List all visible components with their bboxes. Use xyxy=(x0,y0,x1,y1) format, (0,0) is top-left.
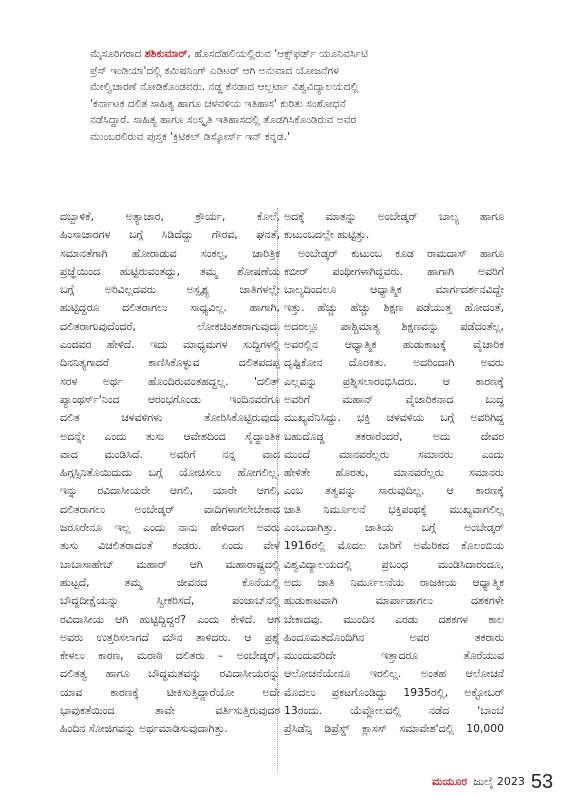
text-line: ಜರೂರೇನೂ ಇಲ್ಲ ಎಂದು ನಾನು ಹೇಳಿದಾಗ ಅವರು xyxy=(60,521,280,535)
text-line: ಆಲೋಚನೆಯೇನೂ ಇರಲಿಲ್ಲ. ಅಂತಹ ಆಲೋಚನೆ xyxy=(284,667,504,681)
author-bio xyxy=(90,46,482,146)
text-line: ರವಿದಾಸೀಯ ಆಗಿ ಹುಟ್ಟಿದ್ದಿದ್ದರೆ? ಎಂದು ಕೇಳಿದೆ. ಆಗ xyxy=(60,612,280,626)
text-line: ಬೌದ್ಧದೀಕ್ಷೆಯನ್ನು ಸ್ವೀಕರಿಸದೆ, ಪಂಜಾಬ್‌ನಲ್ಲಿ xyxy=(60,594,280,608)
text-line: ಅವರಲ್ಲಿನ ಆಧ್ಯಾತ್ಮಿಕ ಹುಡುಕಾಟಕ್ಕೆ ವೈಚಾರಿಕ xyxy=(284,338,504,352)
article-left-column xyxy=(60,208,280,739)
text-line: ದಬ್ಬಾಳಿಕೆ, ಅತ್ಯಾಚಾರ, ಕ್ರೌರ್ಯ, ಕೊಲೆ, xyxy=(60,210,280,223)
text-line: ಕೇಳಲು ಕಾರಣ, ಮರಾಠಿ ದಲಿತರು – ಅಂಬೇಡ್ಕರ್, xyxy=(60,649,280,663)
text-line: ಮುಂದುವರಿದೇ ಇತ್ತಾದರೂ ತೊರೆಯುವ xyxy=(284,649,504,663)
text-line: ಅದಕ್ಕೆ ಮಾತನ್ನು ಅಂಬೇಡ್ಕರ್ ಬಾಲ್ಯ ಹಾಗೂ xyxy=(284,210,504,223)
bio-line xyxy=(90,46,482,63)
text-line: ಸಮಾನತೆಗಾಗಿ ಹೋರಾಡುವ ಸಂಕಲ್ಪ, ಚಾರಿತ್ರಿಕ xyxy=(60,246,280,260)
text-line: ಅದರಲ್ಲೂ ಪಾಶ್ಚಿಮಾತ್ಯ ಶಿಕ್ಷಣವನ್ನು ಪಡೆದಂತೆಲ್ಲ, xyxy=(284,319,504,333)
text-line: ಹಿಂದೂಮತದೊಂದಿಗಿನ ಅವರ ತಕರಾರು xyxy=(284,630,504,644)
column-divider xyxy=(277,208,278,772)
text-line: ಎಂಬ ತತ್ವವನ್ನು ಸಾರುವುದಿಲ್ಲ. ಆ ಕಾರಣಕ್ಕೆ xyxy=(284,484,504,498)
text-line: ಎಂದವರ ಹೇಳಿದೆ. ಇದು ಮಾಧ್ಯಮಗಳ ಸುದ್ದಿಗಳಲ್ಲಿ xyxy=(60,338,280,352)
article-right-column xyxy=(284,208,504,739)
text-line: ಕುಟುಂಬದಲ್ಲೇ ಹುಟ್ಟಿತ್ತು. xyxy=(284,228,370,242)
text-line: ದಲಿತ ಚಳವಳಿಗಳು ತೋರಿಸಿಕೊಟ್ಟಿರುವುದು xyxy=(60,411,280,425)
text-line: ದಲಿತತ್ವ ಹಾಗೂ ಬೌದ್ಧಮತವನ್ನು ರವಿದಾಸೀಯರನ್ನು xyxy=(60,667,280,681)
text-line: ದಿನನಿತ್ಯಗಾದರೆ ಕಾಣಿಸಿಕೊಳ್ಳುವ ದಲಿತಪದಪ್ಪ xyxy=(60,356,280,370)
bio-line: ಮೇಲ್ವಿಚಾರಣೆ ನೋಡಿಕೊಂಡವರು. ನಡ್ಡ ಕೆನಡಾದ ಆಲ್ಬರ್ಟಾ ವಿಶ್ವವಿದ್ಯಾಲಯದಲ್ಲಿ xyxy=(90,81,359,94)
text-line: ಅಂಬೇಡ್ಕರ್ ಕುಟುಂಬ ಕೂಡ ರಾಮದಾಸ್ ಹಾಗೂ xyxy=(298,246,504,260)
bio-line: ಮುಂಬರಲಿರುವ ಪುಸ್ತಕ 'ಕ್ರಿಟಿಕಲ್ ಡಿಸ್ಕೋರ್ಸ್ ಇನ್ ಕನ್ನಡ.' xyxy=(90,130,290,143)
text-line: ವಾದ ಮಂಡಿಸಿದೆ. ಅವರಿಗೆ ನನ್ನ ವಾದ xyxy=(60,447,280,461)
text-line: ಹಿಂದಿನ ಸೋಜಿಗವನ್ನು ಅರ್ಥಮಾಡಿಸುವುದಾಗಿತ್ತು. xyxy=(60,722,228,736)
text-line: ಇತ್ತು. ಹೆಚ್ಚು ಹೆಚ್ಚು ಶಿಕ್ಷಣ ಪಡೆಯುತ್ತ ಹೋದಂತೆ, xyxy=(284,301,504,315)
text-line: ಅದು ಜಾತಿ ನಿರ್ಮೂಲನೆಯ ರಾಜಕೀಯ ಆಧ್ಯಾತ್ಮಿಕ xyxy=(284,575,504,589)
bio-text: ಮೈಸೂರಿಗರಾದ xyxy=(90,48,145,60)
text-line: ಹುಡುಕಾಟವಾಗಿ ಮಾರ್ಪಾಡಾಗಲು ದಶಕಗಳೇ xyxy=(284,594,504,608)
text-line: ಹಿಂಸಾಚಾರಗಳ ಬಗ್ಗೆ ಸಿಡಿದೆದ್ದು ಗೌರವ, ಘನತೆ, xyxy=(60,228,280,242)
text-line: ಎಂಬುದಾಗಿತ್ತು. ಜಾತಿಯ ಬಗ್ಗೆ ಅಂಬೇಡ್ಕರ್ xyxy=(284,521,504,535)
text-line: ದಲಿತರಾಗುವುದೆಂದರೆ, ಲೋಕಚಿಂತಕರಾಗುವುದು xyxy=(60,319,280,333)
bio-line: 'ಕರ್ನಾಟಕ ದಲಿತ ಸಾಹಿತ್ಯ ಹಾಗೂ ಚಳವಳಿಯ ಇತಿಹಾಸ' ಕುರಿತು ಸಂಶೋಧನೆ xyxy=(90,97,346,110)
text-line: ದಲಿತರಾಗಲು ಅಂಬೇಡ್ಕರ್ ವಾದಿಗಳಾಗಲೇಬೇಕಾದ xyxy=(60,502,280,516)
bio-line: ಪ್ರೆಸ್ ಇಂಡಿಯಾ'ದಲ್ಲಿ ಕಮಿಷನಿಂಗ್ ಎಡಿಟರ್ ಆಗಿ ಅನುವಾದ ಯೋಜನೆಗಳ xyxy=(90,64,339,77)
issue-date: ಜುಲೈ 2023 xyxy=(473,775,525,788)
text-line: ಹೇಳಿತೇ ಹೊರತು, ಮಾನವರೆಲ್ಲರು ಸಮಾನರು xyxy=(284,466,504,480)
text-line: ತುಸು ವಿಚಲಿತರಾದಂತೆ ಕಂಡರು. ಏಂದು ವೇಳೆ xyxy=(60,539,280,553)
text-line: ವಿಶ್ವವಿದ್ಯಾಲಯದಲ್ಲಿ ಪ್ರಬಂಧ ಮಂಡಿಸಿದಾರಂದೂ, xyxy=(284,557,504,571)
text-line: ಪ್ರೆಸಿಡೆನ್ಸಿ ಡಿಪ್ರೆಸ್ಡ್ ಕ್ಲಾಸಸ್ ಸಮಾವೇಶ'ದಲ್ಲಿ 10,000 xyxy=(284,722,504,736)
page-footer xyxy=(432,770,553,794)
text-line: ಮುಖ್ಯವೆನಿಸಿದ್ದು. ಭಕ್ತಿ ಚಳವಳಿಯ ಬಗ್ಗೆ ಅವರಿಗಿದ್ದ xyxy=(284,411,504,425)
author-name: ಶಶಿಕುಮಾರ್ xyxy=(144,48,188,60)
page-number: 53 xyxy=(530,770,554,793)
text-line: ಬಾಲ್ಯದಿಂದಲೂ ಆಧ್ಯಾತ್ಮಿಕ ಮಾರ್ಗದರ್ಶನವಿದ್ದೇ xyxy=(284,283,504,297)
text-line: ಮೊದಲು ಪ್ರಕಟಗೊಂಡಿದ್ದು 1935ರಲ್ಲಿ, ಅಕ್ಟೋಬರ್ xyxy=(284,685,504,699)
text-line: ಬಾಬಾಸಾಹೇಬ್ ಮಹಾರ್ ಆಗಿ ಮಹಾರಾಷ್ಟ್ರದಲ್ಲಿ xyxy=(60,557,280,571)
text-line: ಪ್ರಜ್ಞೆಯಿಂದ ಹುಟ್ಟಿರುವಂತದ್ದು, ತಮ್ಮ ಶೋಷಣೆಯ xyxy=(60,264,280,278)
text-line: ಎಲ್ಲವನ್ನು ಪ್ರಶ್ನಿಸಲಾರಂಭಿಸಿದರು. ಆ ಕಾರಣಕ್ಕೆ xyxy=(284,374,504,388)
text-line: ದೃಷ್ಟಿಕೋನ ದೊರಕಿತು. ಅದರಿಂದಾಗಿ ಅವರು xyxy=(284,356,504,370)
text-line: ಬೇಕಾದವು. ಮುಂದಿನ ಎರಡು ದಶಕಗಳ ಕಾಲ xyxy=(284,612,504,626)
text-line: ಹಿಗ್ಗಸ್ಸಿನಿತೊಯಿದುದು ಬಗ್ಗೆ ಯೋಚಿಸಲು ಹೋಗಲಿಲ್ಲ. xyxy=(60,466,280,480)
text-line: ಅವರಿಗೆ ಮಹಾನ್ ವೈಚಾರಿಕನಾದ ಬುದ್ಧ xyxy=(284,392,504,406)
text-line: ಇನ್ನು ರವಿದಾಸೀಯರೇ ಆಗಲಿ, ಯಾರೇ ಆಗಲಿ, xyxy=(60,484,280,498)
text-line: ಹುಟ್ಟದೆ, ತಮ್ಮ ಜೀವನದ ಕೊನೆಯಲ್ಲಿ xyxy=(60,575,280,589)
text-line: ಅದನ್ನೇ ಎಂದು ತುಸು ಆವೇಶದಿಂದ ಸೈದ್ಧಾಂತಿಕ xyxy=(60,429,280,443)
text-line: ಬಗ್ಗೆ ಅರಿವಿಲ್ಲದವರು ಅಸ್ಪೃಶ್ಯ ಜಾತಿಗಳಲ್ಲೇ xyxy=(60,283,280,297)
text-line: ಸರಳ ಅರ್ಥ ಹೊಂದಿರುವಂತಹದ್ದಲ್ಲ. 'ದಲಿತ್ xyxy=(60,374,280,388)
text-line: ಜಾತಿ ನಿರ್ಮೂಲನೆ ಭಕ್ತಿಪಂಥಕ್ಕೆ ಮುಖ್ಯವಾಗಲಿಲ್ಲ xyxy=(284,502,504,516)
text-line: ಹುಟ್ಟಿದ್ದರೂ ದಲಿತರಾಗಲು ಸಾಧ್ಯವಿಲ್ಲ. ಹಾಗಾಗಿ, xyxy=(60,301,280,315)
text-line: ಕಬೀರ್ ಪಂಥೀಗಳಾಗಿದ್ದವರು. ಹಾಗಾಗಿ ಅವರಿಗೆ xyxy=(284,264,504,278)
bio-text: , ಹೊಸದೆಹಲಿಯಲ್ಲಿರುವ 'ಆಕ್ಸ್‌ಫರ್ಡ್ ಯೂನಿವರ್ಸಿಟಿ xyxy=(187,48,368,60)
text-line: ಅವರು ಉತ್ತರಿಸಲಾಗದೆ ಮೌನ ತಾಳಿದರು. ಆ ಪ್ರಶ್ನೆ xyxy=(60,630,280,644)
text-line: ಯಾವ ಕಾರಣಕ್ಕೆ ಟೀಕಿಸುತ್ತಿದ್ದಾರೆಯೋ ಅದೇ xyxy=(60,685,280,699)
text-line: 1916ರಲ್ಲಿ ಮೊದಲ ಬಾರಿಗೆ ಅಮೆರಿಕದ ಕೊಲಂಬಿಯ xyxy=(284,539,504,553)
text-line: ಪ್ಯಾಂಥರ್ಸ್'ನಿಂದ ಆರಂಭಗೊಂಡು ಇಂದಿನವರೆಗೂ xyxy=(60,392,280,406)
magazine-logo: ಮಯೂರ xyxy=(432,775,468,788)
text-line: ಭಾವುಕತೆಯಿಂದ ತಾವೇ ವರ್ತಿಸುತ್ತಿರುವುದರ xyxy=(60,704,280,718)
text-line: ಬಹುದೊಡ್ಡ ತಕರಾರೆಂದರೆ, ಅದು ದೇವರ xyxy=(284,429,504,443)
bio-line: ನಡೆಸಿದ್ದಾರೆ. ಸಾಹಿತ್ಯ ಹಾಗೂ ಸಂಸ್ಕೃತಿ ಇತಿಹಾಸದಲ್ಲಿ ತೊಡಗಿಸಿಕೊಂಡಿರುವ ಅವರ xyxy=(90,114,357,127)
text-line: 13ರಂದು. ಯೆವ್ಲೋಲದಲ್ಲಿ ನಡೆದ 'ಬಾಂಬೆ xyxy=(284,704,504,718)
text-line: ಮುಂದೆ ಮಾನವರೆಲ್ಲರು ಸಮಾನರು ಎಂದು xyxy=(284,447,504,461)
